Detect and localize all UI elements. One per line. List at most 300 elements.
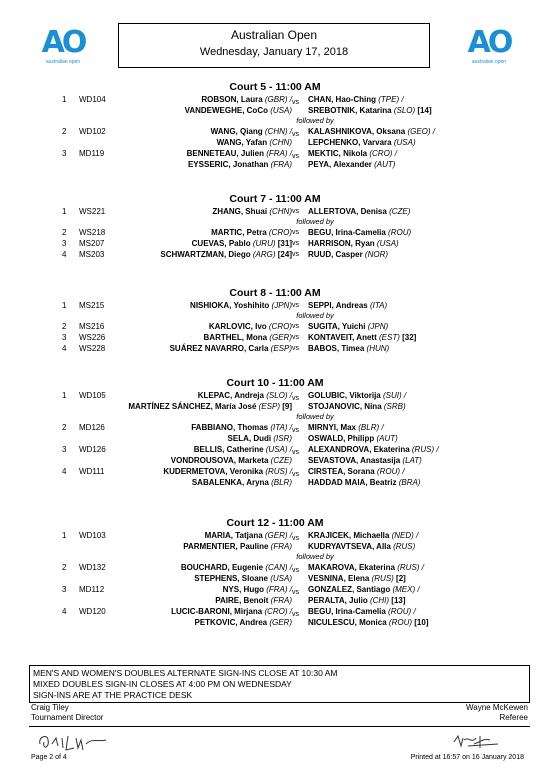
match-number: 4 [62, 344, 67, 353]
versus-label: vs [292, 251, 299, 258]
match [0, 606, 550, 628]
player-country: (ESP) [258, 402, 280, 411]
match [0, 148, 550, 170]
match-number: 3 [62, 445, 67, 454]
player-country: (FRA) / [266, 149, 292, 158]
player-country: (JPN) [271, 301, 292, 310]
match [0, 126, 550, 148]
player-country: (ROU) / [376, 467, 405, 476]
player-name: HARRISON, Ryan [308, 239, 375, 248]
match [0, 343, 550, 354]
player-name: NISHIOKA, Yoshihito [190, 301, 270, 310]
director-block [31, 703, 103, 723]
versus-label: vs [292, 471, 299, 478]
left-player [212, 206, 292, 217]
player-country: (MEX) / [392, 585, 420, 594]
match-row [0, 137, 550, 148]
versus-label: vs [292, 240, 299, 247]
notice-line: MEN'S AND WOMEN'S DOUBLES ALTERNATE SIGN-INS CLOSE AT 10:30 AM [33, 668, 338, 678]
match-number: 1 [62, 207, 67, 216]
match-number: 3 [62, 239, 67, 248]
match-code: MD119 [79, 149, 105, 158]
player-country: (ROU) [388, 228, 412, 237]
right-player [308, 606, 416, 617]
left-player [194, 617, 292, 628]
match-row [0, 422, 550, 433]
match-row [0, 332, 550, 343]
versus-label: vs [292, 334, 299, 341]
versus-label: vs [292, 535, 299, 542]
player-name: FABBIANO, Thomas [191, 423, 269, 432]
court-title: Court 7 - 11:00 AM [229, 193, 321, 205]
versus-label: vs [292, 302, 299, 309]
left-player [194, 573, 292, 584]
match-code: WD111 [79, 467, 105, 476]
player-name: VONDROUSOVA, Marketa [170, 456, 269, 465]
player-country: (ITA) / [270, 423, 292, 432]
left-player [170, 343, 292, 354]
player-country: (USA) [376, 239, 399, 248]
left-player [185, 105, 292, 116]
match-code: MS215 [79, 301, 105, 310]
player-name: STEPHENS, Sloane [194, 574, 268, 583]
right-player [308, 455, 422, 466]
referee-block [466, 703, 528, 723]
versus-label: vs [292, 131, 299, 138]
player-country: (GBR) / [264, 95, 292, 104]
player-name: SUÁREZ NAVARRO, Carla [169, 344, 269, 353]
match-number: 1 [62, 95, 67, 104]
match-number: 4 [62, 607, 67, 616]
match-row [0, 105, 550, 116]
left-player [198, 390, 292, 401]
player-country: (CRO) [268, 322, 292, 331]
right-player [308, 530, 418, 541]
player-name: BABOS, Timea [308, 344, 365, 353]
player-name: KONTAVEIT, Anett [308, 333, 377, 342]
director-title: Tournament Director [31, 713, 104, 722]
match-number: 2 [62, 322, 67, 331]
match [0, 238, 550, 249]
followed-by-label [0, 412, 550, 422]
player-name: SCHWARTZMAN, Diego [160, 250, 251, 259]
player-name: BARTHEL, Mona [203, 333, 268, 342]
match [0, 300, 550, 311]
player-name: KUDRYAVTSEVA, Alla [308, 542, 391, 551]
left-player [211, 126, 292, 137]
match-row [0, 401, 550, 412]
player-country: (CZE) [270, 456, 292, 465]
player-name: KLEPAC, Andreja [197, 391, 264, 400]
player-country: (GER) [269, 333, 292, 342]
match-number: 3 [62, 333, 67, 342]
match-code: WS221 [79, 207, 106, 216]
versus-label: vs [292, 427, 299, 434]
schedule-date: Wednesday, January 17, 2018 [199, 46, 349, 58]
versus-label: vs [292, 99, 299, 106]
player-country: (CRO) / [264, 607, 292, 616]
match-row [0, 541, 550, 552]
right-player [308, 433, 398, 444]
court-section [0, 516, 550, 628]
player-name: VESNINA, Elena [308, 574, 370, 583]
followed-by-label [0, 116, 550, 126]
notice-line: MIXED DOUBLES SIGN-IN CLOSES AT 4:00 PM ON WEDNESDAY [33, 679, 292, 689]
match [0, 227, 550, 238]
match-row [0, 530, 550, 541]
match-row [0, 94, 550, 105]
followed-by-text: followed by [296, 552, 334, 561]
versus-label: vs [292, 589, 299, 596]
right-player [308, 617, 428, 628]
logo-subtext: australian open [471, 59, 507, 65]
player-country: (JPN) [367, 322, 389, 331]
player-country: (SLO) / [266, 391, 292, 400]
player-seed: [31] [277, 239, 292, 248]
match-code: WD126 [79, 445, 106, 454]
match-row [0, 206, 550, 217]
player-country: (NOR) [364, 250, 389, 259]
player-country: (FRA) [270, 542, 292, 551]
match-row [0, 321, 550, 332]
player-name: NICULESCU, Monica [308, 618, 387, 627]
player-name: HADDAD MAIA, Beatriz [308, 478, 397, 487]
versus-label: vs [292, 449, 299, 456]
player-seed: [9] [282, 402, 292, 411]
player-name: OSWALD, Philipp [308, 434, 375, 443]
player-name: SEVASTOVA, Anastasija [308, 456, 401, 465]
match-code: WS218 [79, 228, 106, 237]
match [0, 444, 550, 466]
player-name: PERALTA, Julio [308, 596, 368, 605]
match-row [0, 584, 550, 595]
player-name: STOJANOVIC, Nina [308, 402, 382, 411]
ao-logo-left [34, 25, 92, 68]
player-seed: [14] [417, 106, 432, 115]
player-name: CIRSTEA, Sorana [308, 467, 375, 476]
versus-label: vs [292, 345, 299, 352]
left-player [128, 401, 292, 412]
divider [29, 702, 530, 703]
match-number: 2 [62, 228, 67, 237]
left-player [192, 477, 292, 488]
player-name: ZHANG, Shuai [212, 207, 268, 216]
match-code: MS207 [79, 239, 105, 248]
player-name: SUGITA, Yuichi [308, 322, 366, 331]
right-player [308, 584, 420, 595]
right-player [308, 249, 388, 260]
left-player [187, 148, 292, 159]
player-name: MARIA, Tatjana [204, 531, 263, 540]
followed-by-text: followed by [296, 217, 334, 226]
player-name: LUCIC-BARONI, Mirjana [171, 607, 263, 616]
player-country: (HUN) [366, 344, 390, 353]
right-player [308, 562, 424, 573]
logo-text: AO [467, 25, 511, 60]
referee-name: Wayne McKewen [466, 703, 528, 712]
right-player [308, 541, 415, 552]
player-name: CHAN, Hao-Ching [308, 95, 376, 104]
player-country: (GER) [269, 618, 292, 627]
versus-label: vs [292, 208, 299, 215]
right-player [308, 466, 404, 477]
player-name: SEPPI, Andreas [308, 301, 368, 310]
match-code: WS228 [79, 344, 106, 353]
left-player [160, 249, 292, 260]
match-number: 1 [62, 301, 67, 310]
player-name: ROBSON, Laura [201, 95, 263, 104]
match-number: 1 [62, 531, 67, 540]
player-name: MAKAROVA, Ekaterina [308, 563, 395, 572]
player-country: (LAT) [402, 456, 422, 465]
match-code: MD112 [79, 585, 105, 594]
match [0, 530, 550, 552]
left-player [215, 595, 292, 606]
player-country: (GER) / [264, 531, 292, 540]
notice-line: SIGN-INS ARE AT THE PRACTICE DESK [33, 690, 193, 700]
player-name: GONZALEZ, Santiago [308, 585, 391, 594]
versus-label: vs [292, 323, 299, 330]
court-section [0, 80, 550, 170]
player-country: (RUS) / [411, 445, 439, 454]
versus-label: vs [292, 611, 299, 618]
followed-by-text: followed by [296, 116, 334, 125]
player-name: PAIRE, Benoit [215, 596, 269, 605]
player-seed: [13] [391, 596, 406, 605]
right-player [308, 573, 406, 584]
match-number: 2 [62, 423, 67, 432]
player-name: MARTÍNEZ SÁNCHEZ, María José [128, 402, 257, 411]
player-country: (CHN) [269, 207, 292, 216]
player-country: (CZE) [389, 207, 411, 216]
match-row [0, 573, 550, 584]
player-country: (EST) [378, 333, 400, 342]
player-name: CUEVAS, Pablo [191, 239, 251, 248]
player-country: (USA) [270, 574, 292, 583]
followed-by-label [0, 311, 550, 321]
match-row [0, 227, 550, 238]
court-title: Court 10 - 11:00 AM [226, 377, 324, 389]
match-row [0, 606, 550, 617]
tournament-title: Australian Open [230, 28, 318, 42]
header-box [118, 23, 430, 68]
match-number: 3 [62, 585, 67, 594]
player-seed: [10] [414, 618, 429, 627]
player-country: (AUT) [374, 160, 396, 169]
player-country: (RUS) / [397, 563, 424, 572]
player-country: (RUS) [393, 542, 416, 551]
player-name: BEGU, Irina-Camelia [308, 228, 386, 237]
player-country: (AUT) [376, 434, 398, 443]
right-player [308, 477, 420, 488]
player-name: GOLUBIC, Viktorija [308, 391, 381, 400]
left-player [171, 606, 292, 617]
match-row [0, 477, 550, 488]
match [0, 466, 550, 488]
player-country: (USA) [270, 106, 292, 115]
player-seed: [2] [396, 574, 406, 583]
followed-by-text: followed by [296, 412, 334, 421]
match-row [0, 455, 550, 466]
match-row [0, 595, 550, 606]
player-country: (RUS) / [265, 467, 292, 476]
player-name: KUDERMETOVA, Veronika [163, 467, 264, 476]
followed-by-label [0, 552, 550, 562]
right-player [308, 401, 406, 412]
player-country: (SRB) [383, 402, 406, 411]
player-country: (CHI) [369, 596, 390, 605]
left-player [223, 584, 292, 595]
left-player [192, 238, 292, 249]
match [0, 562, 550, 584]
court-title: Court 5 - 11:00 AM [229, 81, 321, 93]
match-row [0, 562, 550, 573]
match-row [0, 238, 550, 249]
player-name: BELLIS, Catherine [193, 445, 264, 454]
match-number: 4 [62, 467, 67, 476]
referee-signature [450, 730, 510, 752]
match-number: 2 [62, 563, 67, 572]
player-name: PETKOVIC, Andrea [194, 618, 268, 627]
player-country: (RUS) [371, 574, 394, 583]
versus-label: vs [292, 229, 299, 236]
player-name: MARTIC, Petra [211, 228, 267, 237]
player-country: (SLO) [393, 106, 416, 115]
match-code: WD132 [79, 563, 106, 572]
left-player [194, 444, 292, 455]
match [0, 94, 550, 116]
match-code: WD102 [79, 127, 106, 136]
match [0, 332, 550, 343]
player-country: (SUI) / [383, 391, 407, 400]
player-name: KALASHNIKOVA, Oksana [308, 127, 406, 136]
left-player [228, 433, 292, 444]
left-player [183, 541, 292, 552]
player-country: (TPE) / [378, 95, 404, 104]
match-number: 3 [62, 149, 67, 158]
left-player [217, 137, 292, 148]
left-player [190, 300, 292, 311]
player-country: (ROU) / [388, 607, 416, 616]
versus-label: vs [292, 567, 299, 574]
match-row [0, 300, 550, 311]
player-country: (GEO) / [407, 127, 435, 136]
player-name: MEKTIC, Nikola [308, 149, 368, 158]
player-name: PARMENTIER, Pauline [183, 542, 269, 551]
player-name: RUUD, Casper [308, 250, 363, 259]
player-country: (FRA) [270, 160, 292, 169]
player-name: EYSSERIC, Jonathan [187, 160, 269, 169]
match-number: 4 [62, 250, 67, 259]
right-player [308, 321, 388, 332]
divider [29, 726, 530, 727]
player-country: (CHN) [269, 138, 292, 147]
match-row [0, 249, 550, 260]
match-row [0, 343, 550, 354]
referee-title: Referee [499, 713, 528, 722]
player-country: (ISR) [273, 434, 292, 443]
right-player [308, 137, 416, 148]
right-player [308, 595, 406, 606]
match-code: MS216 [79, 322, 105, 331]
match [0, 584, 550, 606]
player-country: (ROU) [388, 618, 413, 627]
player-country: (USA) / [265, 445, 292, 454]
match-code: WD103 [79, 531, 106, 540]
player-country: (FRA) [270, 596, 292, 605]
ao-logo-right [460, 25, 518, 68]
right-player [308, 444, 439, 455]
player-name: SREBOTNIK, Katarina [308, 106, 392, 115]
player-country: (NED) / [391, 531, 419, 540]
match-row [0, 126, 550, 137]
player-country: (CHN) / [264, 127, 292, 136]
player-country: (BLR) / [358, 423, 384, 432]
printed-at: Printed at 16:57 on 16 January 2018 [410, 754, 524, 761]
court-section [0, 192, 550, 260]
left-player [181, 562, 292, 573]
right-player [308, 148, 397, 159]
match-row [0, 390, 550, 401]
logo-subtext: australian open [45, 59, 81, 65]
player-name: WANG, Yafan [216, 138, 268, 147]
player-seed: [32] [402, 333, 417, 342]
match-number: 2 [62, 127, 67, 136]
player-country: (ITA) [369, 301, 388, 310]
court-title: Court 12 - 11:00 AM [226, 517, 324, 529]
right-player [308, 422, 384, 433]
player-name: PEYA, Alexander [308, 160, 372, 169]
right-player [308, 206, 410, 217]
versus-label: vs [292, 395, 299, 402]
match-number: 1 [62, 391, 67, 400]
right-player [308, 300, 387, 311]
match [0, 249, 550, 260]
player-country: (CRO) [268, 228, 292, 237]
followed-by-text: followed by [296, 311, 334, 320]
right-player [308, 105, 432, 116]
player-name: BEGU, Irina-Camelia [308, 607, 386, 616]
player-country: (CRO) / [369, 149, 397, 158]
right-player [308, 238, 399, 249]
match-row [0, 466, 550, 477]
match-row [0, 617, 550, 628]
player-name: BENNETEAU, Julien [186, 149, 264, 158]
player-name: SELA, Dudi [227, 434, 272, 443]
versus-label: vs [292, 153, 299, 160]
right-player [308, 126, 435, 137]
left-player [204, 332, 292, 343]
left-player [163, 466, 292, 477]
player-name: LEPCHENKO, Varvara [308, 138, 392, 147]
player-country: (BRA) [398, 478, 421, 487]
match-row [0, 444, 550, 455]
player-name: KARLOVIC, Ivo [208, 322, 267, 331]
player-name: BOUCHARD, Eugenie [180, 563, 264, 572]
match-row [0, 159, 550, 170]
right-player [308, 227, 411, 238]
right-player [308, 332, 416, 343]
match [0, 422, 550, 444]
left-player [201, 94, 292, 105]
left-player [191, 422, 292, 433]
logo-text: AO [41, 25, 85, 60]
match [0, 206, 550, 217]
match-code: WD104 [79, 95, 106, 104]
player-country: (URU) [252, 239, 276, 248]
player-name: ALEXANDROVA, Ekaterina [308, 445, 410, 454]
match-code: WS226 [79, 333, 106, 342]
